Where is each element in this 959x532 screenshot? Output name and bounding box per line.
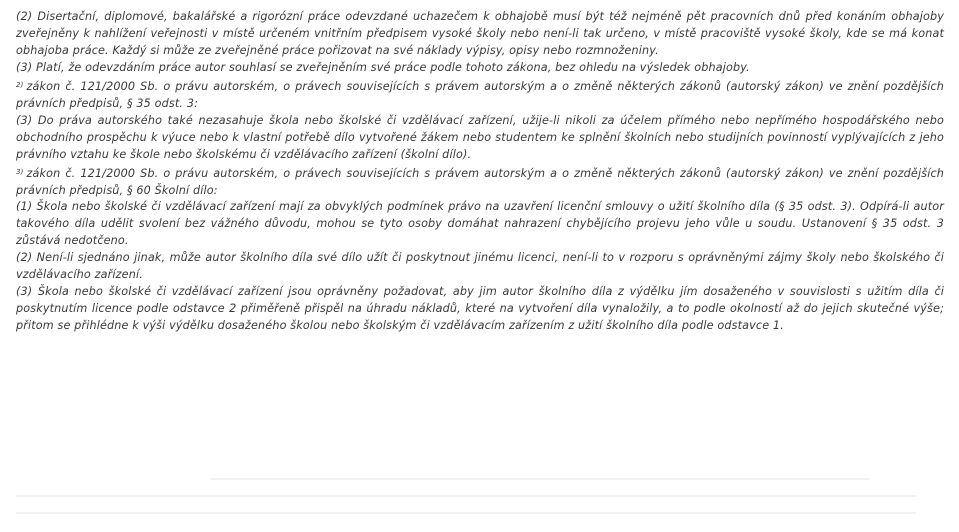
- bleed-through-line: [210, 478, 870, 480]
- paragraph-cost-contribution: (3) Škola nebo školské či vzdělávací zařízení jsou oprávněny požadovat, aby jim autor školního díla z výdělku jím dosaženého v souvislosti s užitím díla či poskytnutím licence podle odstavce 2 přiměřeně přispěl na úhradu nákladů, které na vytvoření díla vynaložily, a to podle okolností až do jejich skutečné výše; přitom se přihlédne k výši výdělku dosaženého školou nebo školským či vzdělávacím zařízením z užití školního díla podle odstavce 1.: [16, 285, 944, 333]
- bleed-through-line: [16, 495, 916, 497]
- paragraph-school-work-definition: (3) Do práva autorského také nezasahuje škola nebo školské či vzdělávací zařízení, užije-li nikoli za účelem přímého nebo nepřímého hospodářského nebo obchodního prospěchu k výuce nebo k vlastní potřebě dílo vytvořené žákem nebo studentem ke splnění školních nebo studijních povinností vyplývajících z jeho právního vztahu ke škole nebo školskému či vzdělávacího zařízení (školní dílo).: [16, 113, 944, 161]
- footnote-marker: 3): [16, 167, 24, 176]
- paragraph-license-agreement: (1) Škola nebo školské či vzdělávací zařízení mají za obvyklých podmínek právo na uzavření licenční smlouvy o užití školního díla (§ 35 odst. 3). Odpírá-li autor takového díla udělit svolení bez vážného důvodu, mohou se tyto osoby domáhat nahrazení chybějícího projevu jeho vůle u soudu. Ustanovení § 35 odst. 3 zůstává nedotčeno.: [16, 200, 944, 248]
- footnote-section-35: [16, 77, 944, 113]
- footnote-section-60: [16, 164, 944, 200]
- bleed-through-line: [16, 512, 916, 514]
- paragraph-thesis-publication: (2) Disertační, diplomové, bakalářské a rigorózní práce odevzdané uchazečem k obhajobě musí být též nejméně pět pracovních dnů před konáním obhajoby zveřejněny k nahlížení veřejnosti v místě určeném vnitřním předpisem vysoké školy nebo není-li tak určeno, v místě pracoviště vysoké školy, kde se má konat obhajoba práce. Každý si může ze zveřejněné práce pořizovat na své náklady výpisy, opisy nebo rozmnoženiny.: [16, 10, 944, 57]
- footnote-text: zákon č. 121/2000 Sb. o právu autorském, o právech souvisejících s právem autorským a o změně některých zákonů (autorský zákon) ve znění pozdějších právních předpisů, § 60 Školní dílo:: [16, 166, 944, 197]
- footnote-text: zákon č. 121/2000 Sb. o právu autorském, o právech souvisejících s právem autorským a o změně některých zákonů (autorský zákon) ve znění pozdějších právních předpisů, § 35 odst. 3:: [16, 79, 944, 110]
- paragraph-author-use: (2) Není-li sjednáno jinak, může autor školního díla své dílo užít či poskytnout jinému licenci, není-li to v rozporu s oprávněnými zájmy školy nebo školského či vzdělávacího zařízení.: [16, 251, 944, 282]
- paragraph-consent: (3) Platí, že odevzdáním práce autor souhlasí se zveřejněním své práce podle tohoto zákona, bez ohledu na výsledek obhajoby.: [16, 60, 750, 74]
- document-body: [16, 9, 944, 335]
- footnote-marker: 2): [16, 80, 24, 89]
